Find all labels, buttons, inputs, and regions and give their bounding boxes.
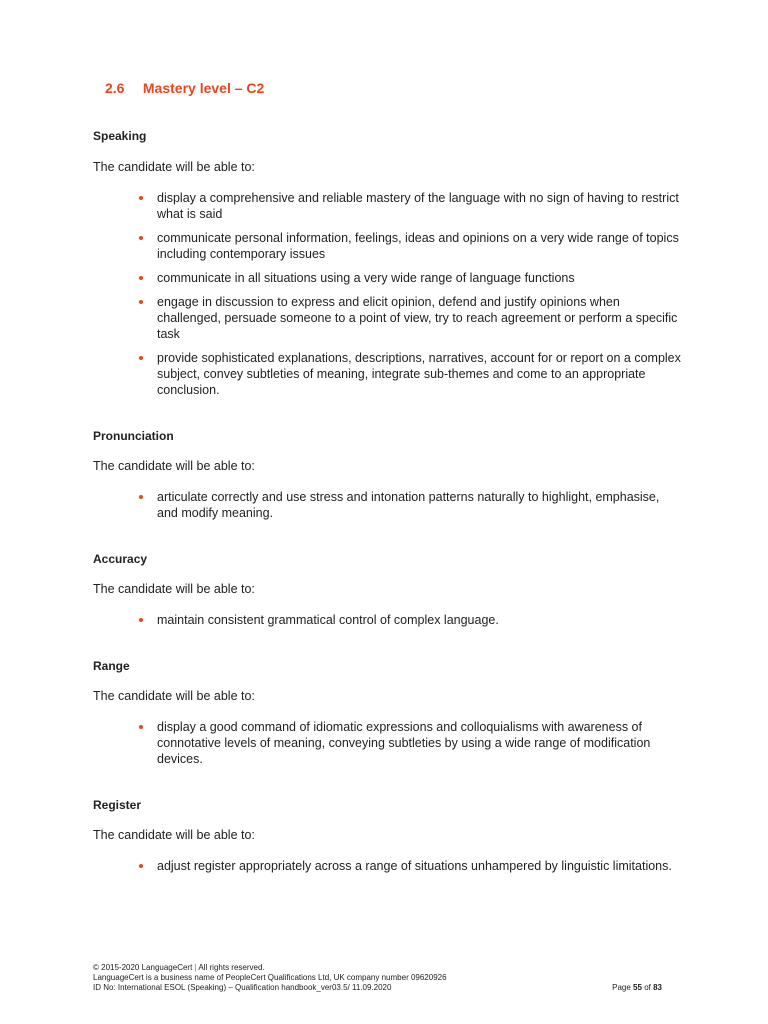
bullet-dot [139, 618, 143, 622]
page-number: Page 55 of 83 [612, 983, 662, 992]
bullet-dot [139, 864, 143, 868]
footer-company-line: LanguageCert is a business name of PeopleCert Qualifications Ltd, UK company number 09620926 [93, 973, 447, 982]
block-intro: The candidate will be able to: [93, 582, 255, 596]
list-item: engage in discussion to express and elicit opinion, defend and justify opinions when challenged, persuade someone to a point of view, try to reach agreement or perform a specific task [93, 294, 683, 342]
bullet-dot [139, 356, 143, 360]
list-item: display a good command of idiomatic expressions and colloquialisms with awareness of connotative levels of meaning, conveying subtleties by using a wide range of modification devices. [93, 719, 683, 767]
block-heading: Accuracy [93, 552, 148, 566]
bullet-dot [139, 725, 143, 729]
page-total: 83 [653, 983, 662, 992]
list-item: adjust register appropriately across a range of situations unhampered by linguistic limitations. [93, 858, 683, 874]
bullet-dot [139, 276, 143, 280]
block-heading: Pronunciation [93, 429, 174, 443]
list-item: display a comprehensive and reliable mastery of the language with no sign of having to restrict what is said [93, 190, 683, 222]
list-item: communicate personal information, feelings, ideas and opinions on a very wide range of topics including contemporary issues [93, 230, 683, 262]
bullet-dot [139, 495, 143, 499]
pronunciation-block [93, 428, 683, 520]
page-footer [93, 963, 668, 993]
bullet-list [93, 612, 683, 628]
footer-copyright-line: © 2015-2020 LanguageCert | All rights reserved. [93, 963, 265, 972]
block-intro: The candidate will be able to: [93, 689, 255, 703]
list-item: provide sophisticated explanations, descriptions, narratives, account for or report on a complex subject, convey subtleties of meaning, integrate sub-themes and come to an appropriate conclusion. [93, 350, 683, 398]
page-current: 55 [633, 983, 642, 992]
footer-separator: | [194, 963, 197, 972]
bullet-list [93, 719, 683, 767]
block-heading: Range [93, 659, 130, 673]
bullet-dot [139, 196, 143, 200]
bullet-list [93, 489, 683, 521]
bullet-dot [139, 236, 143, 240]
register-block [93, 797, 683, 873]
bullet-dot [139, 300, 143, 304]
section-title [105, 80, 264, 96]
accuracy-block [93, 551, 683, 627]
section-title-text: Mastery level – C2 [142, 80, 265, 96]
section-number: 2.6 [105, 80, 125, 96]
block-intro: The candidate will be able to: [93, 828, 255, 842]
speaking-block [93, 128, 683, 397]
block-heading: Speaking [93, 129, 147, 143]
footer-id-line: ID No: International ESOL (Speaking) – Qualification handbook_ver03.5/ 11.09.2020 [93, 983, 392, 992]
bullet-list [93, 190, 683, 398]
list-item: communicate in all situations using a very wide range of language functions [93, 270, 683, 286]
range-block [93, 658, 683, 766]
block-heading: Register [93, 798, 142, 812]
list-item: maintain consistent grammatical control of complex language. [93, 612, 683, 628]
block-intro: The candidate will be able to: [93, 459, 255, 473]
list-item: articulate correctly and use stress and intonation patterns naturally to highlight, emphasise, and modify meaning. [93, 489, 683, 521]
block-intro: The candidate will be able to: [93, 160, 255, 174]
bullet-list [93, 858, 683, 874]
